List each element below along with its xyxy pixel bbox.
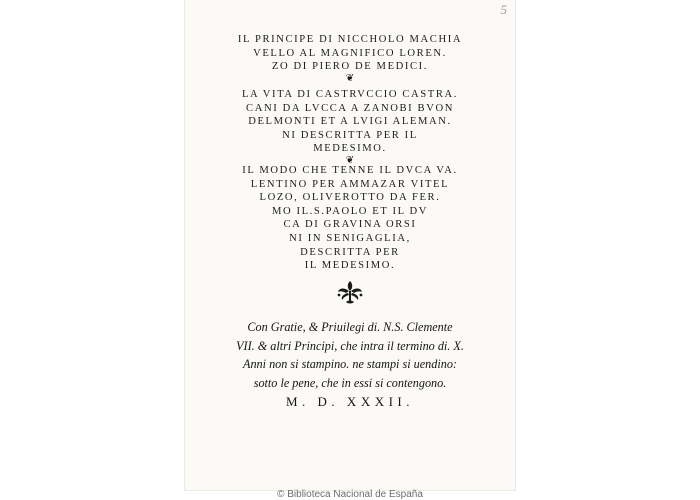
title-line: DESCRITTA PER <box>300 246 400 258</box>
title-line: IL MEDESIMO. <box>304 260 396 272</box>
title-line: VELLO AL MAGNIFICO LOREN. <box>253 47 447 59</box>
imprint-line: sotto le pene, che in essi si contengono. <box>253 375 447 390</box>
fleuron-icon: ❦ <box>345 154 355 166</box>
imprint-line: Con Gratie, & Priuilegi di. N.S. Clemente <box>247 320 453 334</box>
title-line: LA VITA DI CASTRVCCIO CASTRA. <box>241 89 459 100</box>
title-line: NI IN SENIGAGLIA, <box>289 232 411 244</box>
page-corner-mark: 5 <box>500 2 507 17</box>
imprint-line: Anni non si stampino. ne stampi si uendino: <box>243 357 457 371</box>
title-line: LENTINO PER AMMAZAR VITEL <box>250 178 450 190</box>
title-line: ZO DI PIERO DE MEDICI. <box>271 61 429 73</box>
fleuron-icon: ❦ <box>345 72 355 84</box>
title-line: CA DI GRAVINA ORSI <box>283 219 417 231</box>
title-section-castruccio <box>185 88 515 166</box>
fleur-de-lis-icon <box>335 279 365 305</box>
imprint-block <box>185 318 515 411</box>
library-credit: © Biblioteca Nacional de España <box>277 489 423 500</box>
title-line: IL PRINCIPE DI NICCHOLO MACHIA <box>237 34 463 45</box>
title-line: DELMONTI ET A LVIGI ALEMAN. <box>248 116 452 128</box>
title-line: MO IL.S.PAOLO ET IL DV <box>271 205 429 217</box>
title-page <box>185 0 515 490</box>
title-line: IL MODO CHE TENNE IL DVCA VA. <box>242 165 458 176</box>
title-line: CANI DA LVCCA A ZANOBI BVON <box>246 102 454 114</box>
imprint-line: VII. & altri Principi, che intra il termino di. X. <box>236 338 464 353</box>
title-line: NI DESCRITTA PER IL <box>282 129 418 141</box>
title-line: MEDESIMO. <box>313 143 387 155</box>
title-line: LOZO, OLIVEROTTO DA FER. <box>259 192 441 204</box>
title-section-modo <box>185 164 515 273</box>
title-section-principe <box>185 33 515 84</box>
publication-date: M. D. XXXII. <box>285 394 415 409</box>
